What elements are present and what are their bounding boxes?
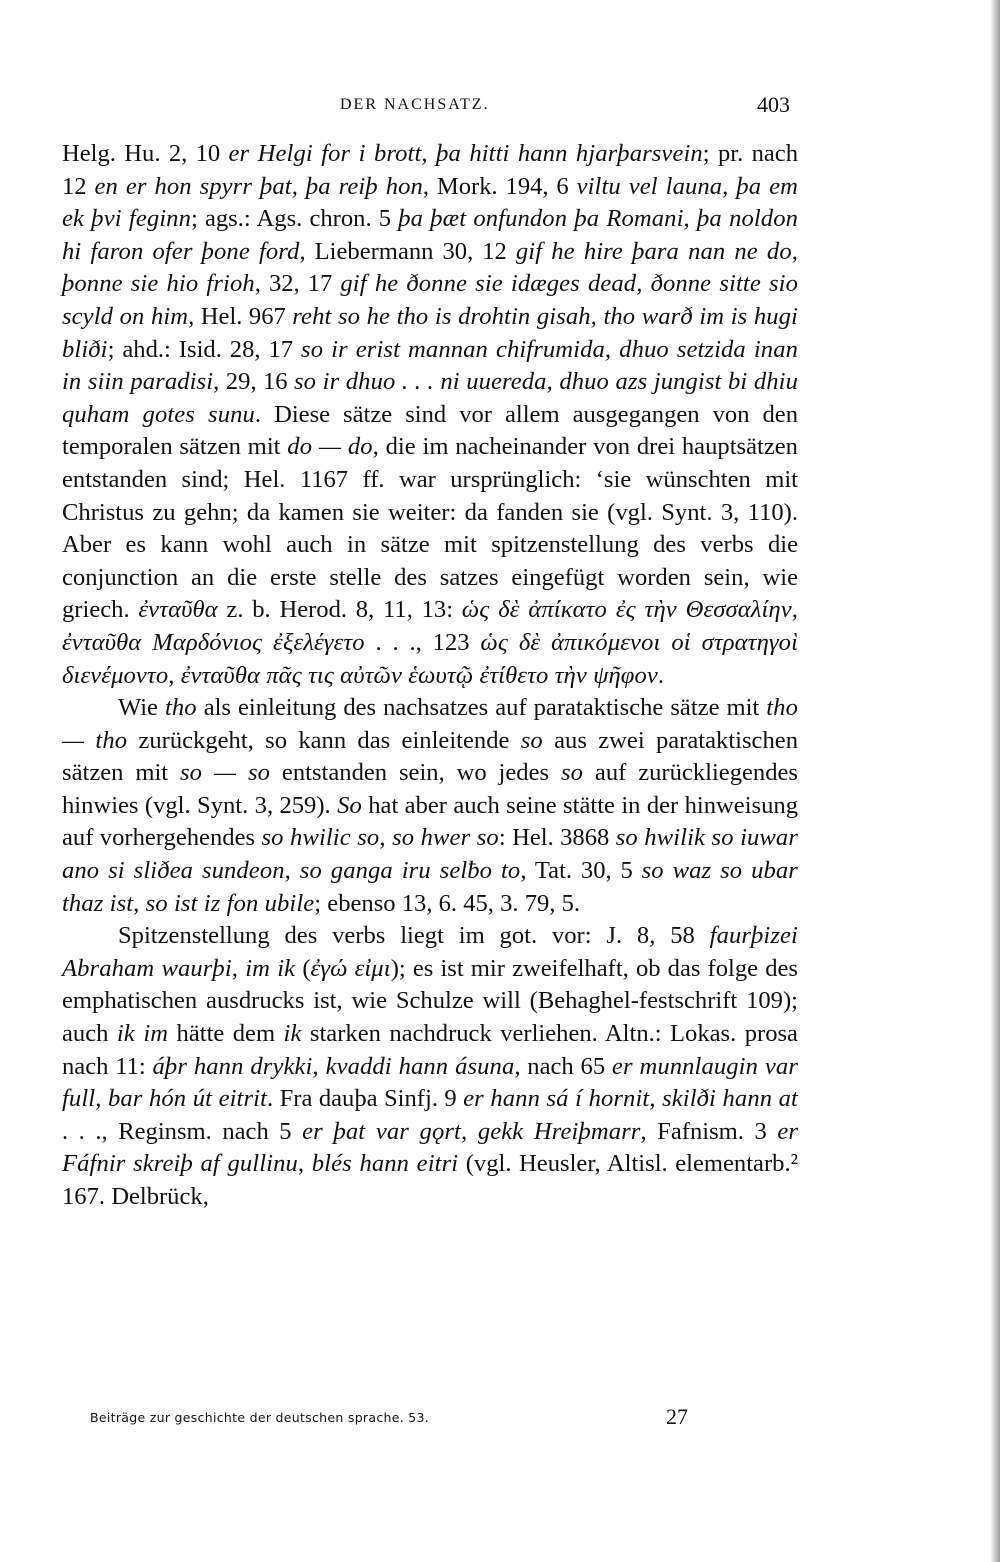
text-run: z. b. Herod. 8, 11, 13: — [217, 596, 462, 624]
italic-quotation: reht so he tho is drohtin gisah, tho warð im is hugi bliði — [62, 302, 798, 363]
text-run: hat aber auch seine stätte in der hinweisung auf vorhergehendes — [62, 791, 798, 852]
italic-quotation: so waz so ubar thaz ist, so ist iz fon ubile — [62, 857, 798, 917]
italic-quotation: er munnlaugin var full, bar hón út eitrit — [62, 1052, 798, 1113]
italic-quotation: ὡς δὲ ἀπικόμενοι οἱ στρατηγοὶ διενέμοντο, ἐνταῦθα πᾶς τις αὐτῶν ἑωυτῷ ἐτίθετο τὴν ψῆφον — [62, 628, 798, 689]
text-run: ; ahd.: Isid. 28, 17 — [107, 335, 302, 363]
text-run: , Tat. 30, 5 — [520, 857, 642, 885]
text-run: als einleitung des nachsatzes auf parataktische sätze mit — [196, 694, 767, 722]
text-run: , Hel. 967 — [188, 302, 293, 330]
text-run: , Liebermann 30, 12 — [299, 237, 516, 265]
text-run: Spitzenstellung des verbs liegt im got. vor: J. 8, 58 — [118, 922, 710, 950]
page-number: 403 — [757, 92, 790, 117]
text-run: zurückgeht, so kann das einleitende — [127, 726, 521, 754]
italic-quotation: ὡς δὲ ἀπίκατο ἐς τὴν Θεσσαλίην, ἐνταῦθα Μαρδόνιος ἐξελέγετο — [62, 596, 798, 656]
text-run: , 29, 16 — [213, 368, 295, 396]
text-run: . — [657, 661, 665, 689]
text-run: auf zurückliegendes hinwies (vgl. Synt. 3, 259). — [62, 759, 798, 819]
italic-quotation: tho — tho — [62, 694, 798, 754]
text-run: starken nachdruck verliehen. Altn.: Lokas. prosa nach 11: — [62, 1020, 798, 1080]
text-run: . . ., 123 — [364, 628, 481, 656]
paragraph-continuation — [62, 138, 798, 692]
text-run: aus zwei parataktischen sätzen mit — [62, 726, 798, 787]
text-run: ; ags.: Ags. chron. 5 — [190, 205, 399, 233]
italic-quotation: þa þæt onfundon þa Romani, þa noldon hi faron ofer þone ford — [62, 205, 798, 265]
italic-quotation: do — do — [287, 433, 373, 461]
text-run: , Mork. 194, 6 — [422, 172, 577, 200]
text-run: , 32, 17 — [254, 270, 341, 298]
italic-quotation: ἐνταῦθα — [138, 596, 218, 624]
italic-quotation: áþr hann drykki, kvaddi hann ásuna — [152, 1052, 515, 1080]
italic-quotation: so hwilic so, so hwer so — [261, 824, 499, 852]
italic-quotation: er þat var gǫrt, gekk Hreiþmarr — [302, 1117, 641, 1145]
running-title: DER NACHSATZ. — [340, 96, 490, 113]
italic-quotation: er Helgi for i brott, þa hitti hann hjarþarsvein — [228, 140, 703, 167]
text-run: ); es ist mir zweifelhaft, ob das folge des emphatischen ausdrucks ist, wie Schulze will (Behaghel-festschrift 109); auch — [62, 954, 798, 1048]
italic-quotation: viltu vel launa, þa em ek þvi feginn — [62, 172, 798, 233]
italic-quotation: faurþizei Abraham waurþi, im ik — [62, 922, 798, 982]
italic-quotation: so hwilik so iuwar ano si sliðea sundeon, so ganga iru selƀo to — [62, 824, 799, 885]
text-run: . Diese sätze sind vor allem ausgegangen von den temporalen sätzen mit — [62, 400, 798, 461]
italic-quotation: er Fáfnir skreiþ af gullinu, blés hann eitri — [62, 1117, 798, 1178]
italic-quotation: So — [337, 791, 362, 819]
page-footer — [0, 1404, 1000, 1444]
italic-quotation: so ir dhuo . . . ni uuereda, dhuo azs jungist bi dhiu quham gotes sunu — [62, 368, 799, 428]
italic-quotation: tho — [164, 694, 197, 722]
italic-quotation: so — so — [180, 759, 271, 787]
text-run: ; ebenso 13, 6. 45, 3. 79, 5. — [314, 889, 581, 917]
italic-quotation: gif he hire þara nan ne do, þonne sie hio frioh — [62, 237, 798, 298]
running-head — [0, 92, 1000, 126]
text-run: . . ., Reginsm. nach 5 — [62, 1117, 303, 1145]
paragraph-so-introduction — [62, 692, 798, 920]
text-run: (vgl. Heusler, Altisl. elementarb.² 167. Delbrück, — [62, 1150, 798, 1210]
page-edge-shadow — [990, 0, 1000, 1562]
text-run: hätte dem — [168, 1020, 284, 1048]
italic-quotation: so — [560, 759, 584, 787]
italic-quotation: ik — [283, 1020, 302, 1048]
italic-quotation: er hann sá í hornit, skilði hann at — [463, 1085, 798, 1113]
text-run: Wie — [118, 694, 165, 722]
text-run: entstanden sein, wo jedes — [270, 759, 561, 787]
paragraph-verb-first-position — [62, 920, 798, 1213]
text-run: , die im nacheinander von drei hauptsätzen entstanden sind; Hel. 1167 ff. war ursprünglich: ‘sie wünschten mit Christus zu gehn; da kamen sie weiter: da fanden sie (vgl. Synt. 3, 110). Aber es kann wohl auch in sätze mit spitzenstellung des verbs die conjunction an die erste stelle des satzes eingefügt worden sein, wie griech. — [62, 433, 798, 624]
text-run: : Hel. 3868 — [498, 824, 616, 852]
italic-quotation: gif he ðonne sie idæges dead, ðonne sitte sio scyld on him — [62, 270, 798, 330]
text-run: ; pr. nach 12 — [62, 140, 798, 200]
italic-quotation: so — [520, 726, 543, 754]
text-run: , nach 65 — [514, 1052, 612, 1080]
journal-signature-line: Beiträge zur geschichte der deutschen sprache. 53. — [90, 1410, 430, 1425]
text-run: Helg. Hu. 2, 10 — [62, 140, 229, 167]
italic-quotation: en er hon spyrr þat, þa reiþ hon — [94, 172, 423, 200]
text-run: . Fra dauþa Sinfj. 9 — [267, 1085, 464, 1113]
text-run: ( — [295, 954, 311, 982]
sheet-signature: 27 — [666, 1404, 688, 1429]
italic-quotation: so ir erist mannan chifrumida, dhuo setzida inan in siin paradisi — [62, 335, 798, 396]
body-text — [62, 138, 798, 1214]
italic-quotation: ik im — [116, 1020, 169, 1048]
italic-quotation: ἐγώ εἰμι — [310, 954, 391, 982]
text-run: , Fafnism. 3 — [640, 1117, 778, 1145]
